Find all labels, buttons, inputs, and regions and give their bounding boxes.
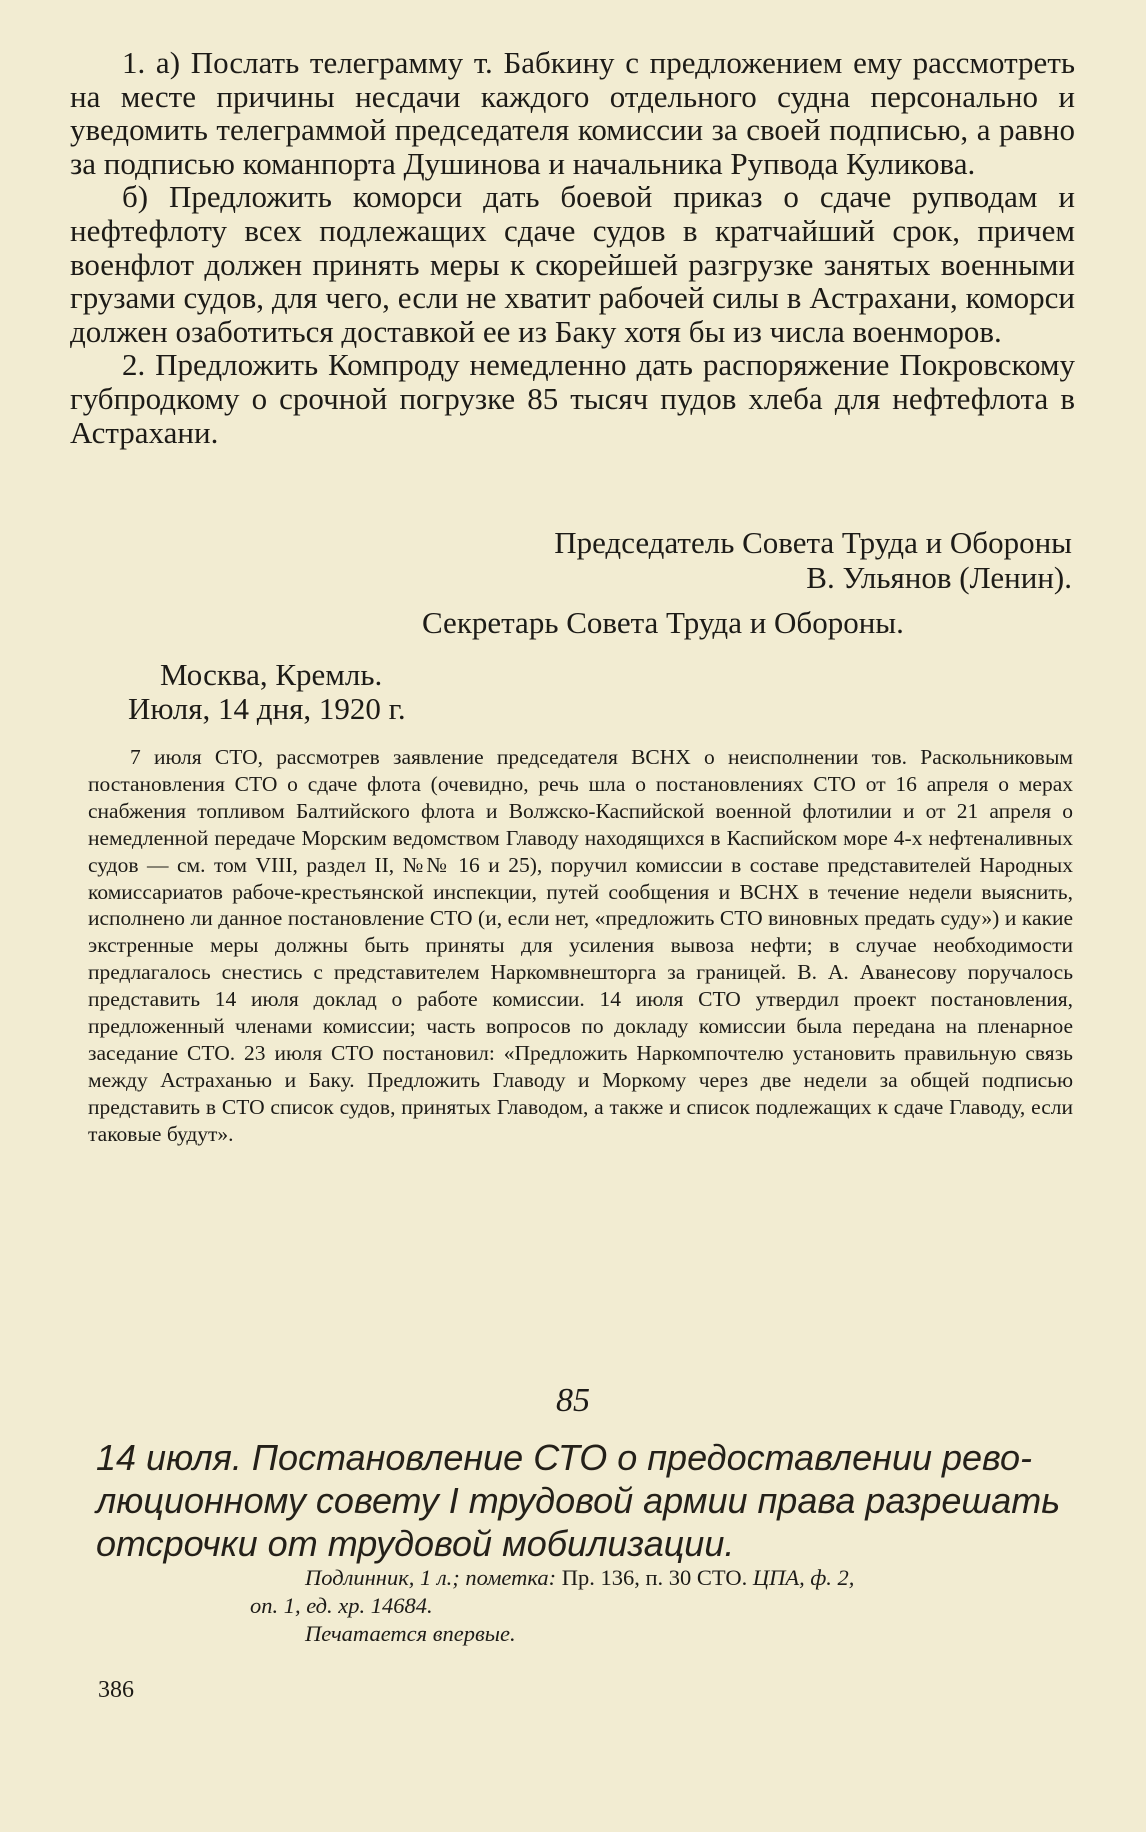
title-line: отсрочки от трудовой мобилизации. [96, 1523, 735, 1564]
page-number: 386 [98, 1677, 134, 1703]
chairman-title: Председатель Совета Труда и Обороны [554, 525, 1072, 560]
protocol-ref: Пр. 136, п. 30 СТО. [561, 1565, 748, 1590]
editorial-footnote [88, 744, 1073, 1148]
resolution-body [70, 46, 1075, 449]
secretary-title: Секретарь Совета Труда и Обороны. [422, 605, 904, 640]
archive-ref-cont: оп. 1, ед. хр. 14684. [250, 1593, 433, 1618]
title-line: люционному совету I трудовой армии права разрешать [96, 1480, 1061, 1521]
document-title [96, 1436, 1096, 1565]
paragraph-2: 2. Предложить Компроду немедленно дать распоряжение Покровскому губпродкому о срочной погрузке 85 тысяч пудов хлеба для нефтефлота в Астрахани. [70, 347, 1075, 450]
paragraph-1b: б) Предложить коморси дать боевой приказ о сдаче рупводам и нефтефлоту всех подлежащих сдаче судов в кратчайший срок, причем военфлот должен принять меры к скорейшей разгрузке занятых военными грузами судов, для чего, если не хватит рабочей силы в Астрахани, коморси должен озаботиться доставкой ее из Баку хотя бы из числа военморов. [70, 179, 1075, 349]
place: Москва, Кремль. [160, 657, 383, 692]
date: Июля, 14 дня, 1920 г. [128, 691, 406, 726]
paragraph-1a: 1. а) Послать телеграмму т. Бабкину с предложением ему рассмотреть на месте причины несдачи каждого отдельного судна персонально и уведомить телеграммой председателя комиссии за своей подписью, а равно за подписью команпорта Душинова и начальника Рупвода Куликова. [70, 45, 1075, 181]
document-number: 85 [556, 1382, 590, 1419]
archive-ref: ЦПА, ф. 2, [752, 1565, 855, 1590]
printed-first-note: Печатается впервые. [305, 1621, 516, 1646]
chairman-name: В. Ульянов (Ленин). [806, 560, 1072, 595]
title-line: 14 июля. Постановление СТО о предоставлении рево- [96, 1437, 1033, 1478]
original-label: Подлинник, 1 л.; пометка: [305, 1565, 557, 1590]
footnote-text: 7 июля СТО, рассмотрев заявление председателя ВСНХ о неисполнении тов. Раскольниковым постановления СТО о сдаче флота (очевидно, речь шла о постановлениях СТО от 16 апреля о мерах снабжения топливом Балтийского флота и Волжско-Каспийской военной флотилии и от 21 апреля о немедленной передаче Морским ведомством Главоду находящихся в Каспийском море 4-х нефтеналивных судов — см. том VIII, раздел II, №№ 16 и 25), поручил комиссии в составе представителей Народных комиссариатов рабоче-крестьянской инспекции, путей сообщения и ВСНХ в течение недели выяснить, исполнено ли данное постановление СТО (и, если нет, «предложить СТО виновных предать суду») и какие экстренные меры должны быть приняты для усиления вывоза нефти; в случае необходимости предлагалось снестись с представителем Наркомвнешторга за границей. В. А. Аванесову поручалось представить 14 июля доклад о работе комиссии. 14 июля СТО утвердил проект постановления, предложенный членами комиссии; часть вопросов по докладу комиссии была передана на пленарное заседание СТО. 23 июля СТО постановил: «Предложить Наркомпочтелю установить правильную связь между Астраханью и Баку. Предложить Главоду и Моркому через две недели за общей подписью представить в СТО список судов, принятых Главодом, а также и список подлежащих к сдаче Главоду, если таковые будут». [88, 745, 1073, 1146]
source-reference [250, 1564, 1110, 1648]
